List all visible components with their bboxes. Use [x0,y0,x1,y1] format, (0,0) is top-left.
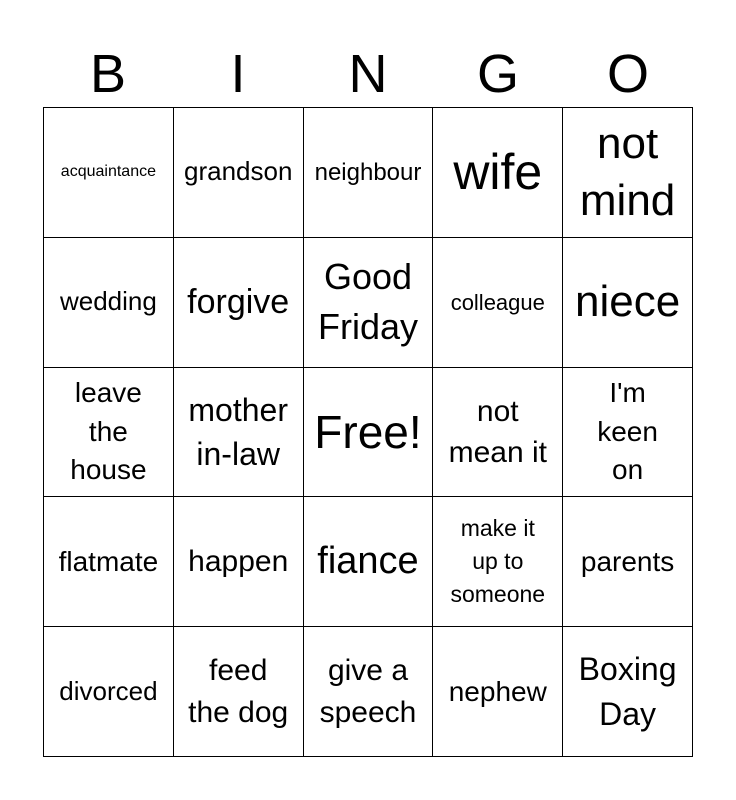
header-letter-n: N [348,44,388,104]
bingo-cell[interactable] [174,238,304,368]
bingo-cell-label: make it up to someone [450,515,546,608]
bingo-cell-label: niece [575,276,681,326]
bingo-cell[interactable] [433,368,563,498]
bingo-cell[interactable] [44,497,174,627]
bingo-cell-label: feed the dog [188,654,289,729]
bingo-header [43,44,693,104]
bingo-cell-label: leave the house [70,377,147,486]
bingo-cell-label: give a speech [319,654,417,729]
bingo-cell-label: wedding [59,286,157,317]
bingo-cell-label: happen [188,544,289,578]
bingo-cell[interactable] [304,368,434,498]
bingo-cell-label: flatmate [58,545,159,577]
bingo-cell-label: Good Friday [317,255,418,348]
bingo-cell-label: I'm keen on [597,377,658,486]
bingo-cell[interactable] [433,238,563,368]
bingo-cell-label: neighbour [314,158,422,186]
bingo-cell[interactable] [174,368,304,498]
bingo-cell[interactable] [563,108,693,238]
bingo-cell[interactable] [563,368,693,498]
bingo-cell-label: fiance [317,539,419,582]
bingo-cell-label: colleague [450,289,545,315]
bingo-card-grid [43,107,693,757]
bingo-cell-label: acquaintance [60,163,156,181]
bingo-cell-label: Free! [314,405,422,458]
bingo-cell-label: Boxing Day [578,650,677,732]
bingo-cell[interactable] [563,238,693,368]
bingo-cell-label: nephew [448,675,547,707]
header-letter-g: G [476,44,519,104]
header-letter-o: O [606,44,649,104]
bingo-cell[interactable] [563,497,693,627]
bingo-cell-label: grandson [183,156,293,187]
header-letter-b: B [89,44,127,104]
bingo-cell[interactable] [304,108,434,238]
bingo-cell-label: not mind [579,119,676,226]
bingo-cell[interactable] [304,627,434,757]
bingo-cell-label: not mean it [448,394,547,469]
bingo-cell-label: parents [580,545,675,577]
bingo-cell[interactable] [304,238,434,368]
bingo-cell[interactable] [433,497,563,627]
bingo-cell[interactable] [433,108,563,238]
bingo-cell-label: mother in-law [188,391,288,472]
bingo-cell[interactable] [174,627,304,757]
bingo-cell[interactable] [174,497,304,627]
bingo-cell[interactable] [44,108,174,238]
bingo-cell[interactable] [563,627,693,757]
bingo-cell-label: wife [453,143,543,200]
bingo-cell[interactable] [44,368,174,498]
bingo-cell-label: divorced [59,675,158,706]
header-letter-i: I [230,44,246,104]
bingo-cell[interactable] [433,627,563,757]
bingo-cell[interactable] [44,238,174,368]
bingo-cell[interactable] [304,497,434,627]
bingo-cell-label: forgive [187,282,290,321]
bingo-cell[interactable] [44,627,174,757]
bingo-cell[interactable] [174,108,304,238]
